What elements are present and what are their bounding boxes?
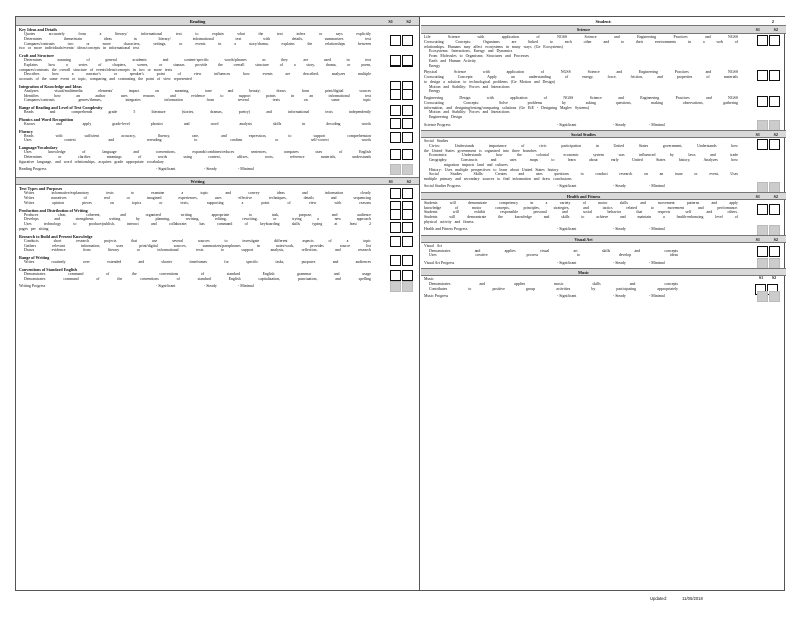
health-block (421, 200, 786, 226)
social-block (421, 138, 786, 183)
standard-item: Explains how a series of chapters, scenes, or stanzas provide the overall structure of a story, drama, or poem, (24, 62, 371, 67)
standard-item: information, and designing/testing/comparing solutions (Ge EiE - Designing Maglev Systems) (424, 105, 590, 110)
standard-item: From Molecules to Organisms: Structures and Processes (429, 54, 529, 59)
science-header (421, 26, 786, 34)
grade-box-s1[interactable] (757, 96, 768, 107)
grade-box-s2[interactable] (402, 222, 413, 233)
section-heading: Visual Art (424, 243, 442, 248)
standard-item: Crosscutting Concepts: Solve problems by asking questions, making observations, gathering (424, 100, 738, 105)
grade-box-s2[interactable] (402, 132, 413, 143)
health-header (421, 192, 786, 200)
report-card-sheet (15, 16, 785, 591)
standard-item: Students will demonstrate the knowledge and skills to achieve and maintain a health-enhancing level of (424, 215, 738, 220)
standard-item: Geography: Constructs and uses maps to learn about early United States history, Analyzes how (429, 158, 738, 163)
standard-item: Demonstrates command of the conventions of standard English grammar and usage (24, 271, 371, 276)
progress-boxes (757, 291, 780, 302)
writing-title: Writing (190, 179, 205, 185)
section-heading: Integration of Knowledge and Ideas (19, 83, 82, 89)
standard-item: Knows and apply grade-level phonics and word analysis skills in decoding words (24, 121, 371, 126)
standard-item: pages per sitting (19, 227, 49, 231)
standard-item: Energy (429, 89, 441, 94)
science-progress-row (421, 121, 786, 130)
grade-boxes (390, 105, 413, 116)
visualart-s2-label: S2 (773, 236, 778, 242)
progress-significant: - Significant (557, 293, 577, 298)
reading-key-ideas (16, 26, 419, 52)
writing-progress-row (16, 282, 419, 291)
progress-steady: - Steady (613, 227, 626, 232)
grade-boxes (390, 149, 413, 160)
grade-boxes (757, 204, 780, 215)
standard-item: Students will exhibit responsible personal and social behavior that respects self and others. (424, 210, 738, 215)
grade-boxes (390, 255, 413, 266)
standard-item: Reads and comprehends grade 5 literature (stories, dramas, poetry) and informational texts independently (24, 110, 371, 115)
student-header (421, 17, 786, 26)
standard-item: Economics: Understands how the colonial economic system was influenced by laws and trade (429, 153, 738, 158)
progress-steady: - Steady (204, 166, 217, 171)
standard-item: Motion and Stability: Forces and Interactions (429, 84, 510, 89)
standard-item: Produces clear, coherent, and organized writing appropriate to task, purpose, and audience (24, 212, 371, 217)
health-progress-row (421, 226, 786, 235)
section-heading: Key Ideas and Details (19, 27, 58, 32)
progress-label: Music Progress (424, 293, 449, 298)
progress-box-s1[interactable] (390, 164, 401, 175)
standard-item: Determines theme/main ideas in literary/ informational text with details, summarizes text (24, 36, 371, 41)
progress-minimal: - Minimal (649, 293, 665, 298)
standard-item: Analyzes visual/multimedia elements' impact on meaning, tone and beauty; draws from print/digital sources (24, 88, 371, 93)
progress-box-s2[interactable] (402, 281, 413, 292)
grade-boxes (390, 209, 413, 233)
standard-item: the United States government is organized into three branches (424, 148, 537, 153)
grade-box-s2[interactable] (402, 149, 413, 160)
standard-item: Writes narratives of real or imagined experiences, uses effective techniques, details and sequencing (24, 196, 371, 201)
standard-item: Develops and strengthens writing by planning, revising, editing, rewriting, or trying a new approach (24, 217, 371, 222)
standard-item: relationships. Humans may affect ecosystems in many ways (Ge Ecosystems) (424, 44, 563, 49)
science-life (421, 34, 786, 69)
section-heading: Range of Writing (19, 255, 50, 261)
writing-research (16, 233, 419, 254)
grade-boxes (757, 35, 780, 46)
standard-item: Determines or clarifies meanings of words using context, affixes, roots, reference materials, understands (24, 154, 371, 159)
visualart-block (421, 243, 786, 259)
health-s1-label: S1 (755, 193, 760, 199)
standard-item: physical activity and fitness. (424, 219, 475, 224)
progress-steady: - Steady (204, 283, 217, 288)
student-number: 2 (771, 18, 774, 24)
standard-item: Uses technology to produce/publish, interact and collaborate; has command of keyboarding skills typing at least 2 (24, 222, 371, 227)
grade-box-s1[interactable] (390, 255, 401, 266)
section-heading: Conventions of Standard English (19, 266, 77, 272)
progress-minimal: - Minimal (649, 122, 665, 127)
grade-box-s2[interactable] (402, 105, 413, 116)
progress-label: Social Studies Progress (424, 184, 461, 189)
progress-minimal: - Minimal (649, 260, 665, 265)
progress-steady: - Steady (613, 122, 626, 127)
science-physical (421, 69, 786, 95)
standard-item: figurative language, and word relationships, acquires grade appropriate vocabulary (19, 159, 164, 164)
social-s1-label: S1 (755, 132, 760, 138)
music-block (421, 276, 786, 292)
music-progress-row (421, 292, 786, 301)
standard-item: multiple primary and secondary sources to find information and draw conclusions (424, 177, 572, 182)
grade-box-s2[interactable] (402, 236, 413, 247)
standard-item: Demonstrates command of the conventions of standard English capitalization, punctuation, and spelling (24, 276, 371, 281)
grade-box-s1[interactable] (390, 209, 401, 220)
progress-significant: - Significant (156, 283, 176, 288)
progress-minimal: - Minimal (649, 227, 665, 232)
visualart-title: Visual Art (574, 236, 593, 242)
standard-item: Describes how a narrator's or speaker's point of view influences how events are described, analyzes multiple (24, 72, 371, 77)
reading-header (16, 17, 419, 26)
section-heading: Phonics and Word Recognition (19, 116, 74, 122)
standard-item: Contributes to positive group activities by participating appropriately (429, 286, 678, 291)
music-header (421, 268, 786, 276)
grade-box-s2[interactable] (402, 188, 413, 199)
progress-steady: - Steady (613, 260, 626, 265)
progress-significant: - Significant (156, 166, 176, 171)
standard-item: Uses context and rereading to confirm or self-correct words (24, 138, 371, 143)
progress-significant: - Significant (557, 184, 577, 189)
reading-s2-label: S2 (406, 18, 411, 24)
progress-label: Science Progress (424, 122, 451, 127)
section-heading: Production and Distribution of Writing (19, 207, 88, 213)
grade-box-s1[interactable] (390, 188, 401, 199)
grade-box-s1[interactable] (757, 70, 768, 81)
grade-boxes (757, 96, 780, 107)
section-heading: Social Studies (424, 139, 449, 144)
section-heading: Music (424, 277, 434, 282)
standard-item: Demonstrates and applies visual art skills and concepts (429, 248, 678, 253)
writing-s2-label: S2 (406, 179, 411, 185)
reading-integration (16, 83, 419, 104)
section-heading: Language/Vocabulary (19, 145, 58, 151)
grade-boxes (757, 246, 780, 257)
progress-label: Writing Progress (19, 283, 46, 288)
section-heading: Text Types and Purposes (19, 186, 63, 192)
grade-boxes (390, 236, 413, 247)
social-header (421, 130, 786, 138)
standard-item: Engineering Design with application of NGSS Science and Engineering Practices and NGSS (424, 96, 738, 101)
standard-item: Ecosystems: Interactions, Energy and Dynamics (429, 49, 513, 54)
grade-box-s1[interactable] (390, 35, 401, 46)
standard-item: Crosscutting Concepts: Organisms are linked to each other and to their environments in a web of (424, 39, 738, 44)
progress-significant: - Significant (557, 227, 577, 232)
grade-box-s1[interactable] (390, 55, 401, 66)
grade-box-s2[interactable] (402, 89, 413, 100)
standard-item: Writes informative/explanatory texts to examine a topic and convey ideas and information clearly (24, 191, 371, 196)
progress-box-s2[interactable] (769, 291, 780, 302)
standard-item: Determines meaning of general academic and content-specific words/phrases as they are used in text (24, 58, 371, 63)
writing-production (16, 207, 419, 233)
reading-range (16, 104, 419, 116)
standard-item: Uses creative process to develop ideas (429, 253, 678, 258)
progress-box-s2[interactable] (402, 164, 413, 175)
footer-updated (650, 596, 703, 601)
standard-item: compares/contrasts the overall structure of events/ideas/concepts in two or more texts (19, 67, 173, 72)
progress-minimal: - Minimal (649, 184, 665, 189)
progress-boxes (390, 281, 413, 292)
grade-box-s2[interactable] (402, 55, 413, 66)
grade-box-s1[interactable] (390, 270, 401, 281)
grade-box-s2[interactable] (769, 204, 780, 215)
standard-item: Students will demonstrate competency in a variety of motor skills and movement patterns and apply (424, 200, 738, 205)
grade-box-s1[interactable] (390, 89, 401, 100)
standard-item: Engineering Design (429, 115, 463, 120)
section-heading: Research to Build and Present Knowledge (19, 233, 93, 239)
grade-box-s2[interactable] (402, 270, 413, 281)
standard-item: Reads with sufficient accuracy, fluency, rate, and expression, to support comprehension (24, 133, 371, 138)
grade-box-s1[interactable] (757, 204, 768, 215)
progress-label: Visual Art Progress (424, 260, 455, 265)
visualart-progress-row (421, 259, 786, 268)
standard-item: Gathers relevant information, uses print/digital sources, summarizes/paraphrases in notes/work, provides source list (24, 243, 371, 248)
grade-box-s1[interactable] (390, 132, 401, 143)
right-column (421, 17, 786, 590)
progress-steady: - Steady (613, 293, 626, 298)
student-label: Student: (595, 18, 612, 24)
music-s1-label: S1 (758, 275, 764, 281)
standard-item: Motion and Stability: Forces and Interactions (429, 110, 510, 115)
progress-significant: - Significant (557, 260, 577, 265)
grade-box-s1[interactable] (390, 236, 401, 247)
standard-item: Compares/contrasts genres/themes, integrates information from several texts on same topic (24, 98, 371, 103)
grade-boxes (390, 132, 413, 143)
left-column (16, 17, 420, 590)
standard-item: Writes routinely over extended and shorter timeframes for specific tasks, purposes and audiences (24, 260, 371, 265)
standard-item: Energy (429, 63, 441, 68)
progress-minimal: - Minimal (238, 166, 254, 171)
progress-box-s1[interactable] (390, 281, 401, 292)
visualart-s1-label: S1 (755, 236, 760, 242)
grade-boxes (390, 270, 413, 281)
science-engineering (421, 95, 786, 121)
grade-boxes (757, 139, 780, 150)
social-title: Social Studies (571, 132, 596, 138)
reading-fluency (16, 128, 419, 145)
health-s2-label: S2 (773, 193, 778, 199)
standard-item: Civics: Understands importance of civic participation in United States government, Understands how (429, 143, 738, 148)
grade-box-s2[interactable] (769, 96, 780, 107)
section-heading: Craft and Structure (19, 53, 54, 59)
standard-item: Draws evidence from literary or informational texts to support analysis, reflection, and research (24, 248, 371, 253)
music-title: Music (578, 270, 589, 276)
standard-item: Social Studies Skills: Creates and uses questions to conduct research on an issue or event, Uses (429, 172, 738, 177)
grade-boxes (757, 70, 780, 81)
grade-box-s1[interactable] (757, 35, 768, 46)
grade-box-s2[interactable] (769, 70, 780, 81)
grade-box-s2[interactable] (769, 139, 780, 150)
section-heading: Range of Reading and Level of Text Complexity (19, 105, 103, 111)
writing-range (16, 254, 419, 266)
standard-item: Physical Science with application of NGSS Science and Engineering Practices and NGSS (424, 70, 738, 75)
standard-item: Crosscutting Concepts: Apply an understanding of energy, force, friction, and properties of materials (424, 75, 738, 80)
updated-date: 11/05/2018 (682, 596, 703, 601)
grade-box-s2[interactable] (769, 35, 780, 46)
writing-header (16, 177, 419, 185)
reading-language (16, 144, 419, 165)
grade-boxes (390, 89, 413, 100)
grade-box-s1[interactable] (390, 105, 401, 116)
grade-box-s1[interactable] (757, 139, 768, 150)
standard-item: Conducts short research projects that use several sources to investigate different aspects of a topic (24, 238, 371, 243)
health-title: Health and Fitness (566, 193, 601, 199)
standard-item: to design a solution to technological problems (Ge Motion and Design) (424, 79, 555, 84)
standard-item: Compares/contrasts two or more characters, settings, or events in a story/drama, explains the relationships between (24, 41, 371, 46)
standard-item: Uses knowledge of language and conventions, expands/combines/reduces sentences, compares uses of English (24, 150, 371, 155)
progress-steady: - Steady (613, 184, 626, 189)
grade-box-s1[interactable] (390, 149, 401, 160)
writing-s1-label: S1 (388, 179, 393, 185)
standard-item: History: Uses multiple perspectives to learn about United States history (429, 167, 559, 172)
grade-box-s2[interactable] (402, 209, 413, 220)
music-s2-label: S2 (771, 275, 777, 281)
grade-box-s2[interactable] (402, 255, 413, 266)
standard-item: Writes opinion pieces on topics or texts, supporting a point of view with reasons (24, 200, 371, 205)
progress-significant: - Significant (557, 122, 577, 127)
standard-item: accounts of the same event or topic, comparing and contrasting the point of view represented (19, 77, 192, 82)
science-s2-label: S2 (773, 27, 778, 32)
updated-label: Updated: (650, 596, 667, 601)
reading-phonics (16, 116, 419, 128)
grade-box-s2[interactable] (402, 35, 413, 46)
reading-title: Reading (189, 18, 206, 24)
standard-item: Life Science with application of NGSS Science and Engineering Practices and NGSS (424, 35, 738, 39)
standard-item: Identifies how an author uses reasons and evidence to support points in an informational text (24, 93, 371, 98)
grade-box-s2[interactable] (769, 246, 780, 257)
progress-label: Reading Progress (19, 166, 47, 171)
writing-conventions (16, 266, 419, 283)
progress-label: Health and Fitness Progress (424, 227, 468, 232)
social-progress-row (421, 183, 786, 192)
progress-boxes (390, 164, 413, 175)
grade-box-s1[interactable] (390, 222, 401, 233)
section-heading: Fluency (19, 128, 33, 134)
science-s1-label: S1 (755, 27, 760, 32)
standard-item: knowledge of motor concepts, principles, strategies, and tactics related to movement and performance. (424, 205, 738, 210)
standard-item: Quotes accurately from a literary/ informational text to explain what the text infers or says explicitly (24, 31, 371, 36)
reading-progress-row (16, 165, 419, 174)
standard-item: Demonstrates and applies music skills and concepts (429, 281, 678, 286)
standard-item: Earth and Human Activity (429, 58, 476, 63)
science-title: Science (576, 27, 591, 32)
writing-text-types (16, 185, 419, 206)
social-s2-label: S2 (773, 132, 778, 138)
reading-craft (16, 52, 419, 83)
standard-item: migration impacts land and cultures (444, 162, 508, 167)
reading-s1-label: S1 (388, 18, 393, 24)
progress-box-s1[interactable] (757, 291, 768, 302)
progress-minimal: - Minimal (238, 283, 254, 288)
standard-item: two or more individuals/events/ ideas/concepts in informational text (19, 46, 139, 51)
grade-box-s1[interactable] (757, 246, 768, 257)
visualart-header (421, 235, 786, 243)
